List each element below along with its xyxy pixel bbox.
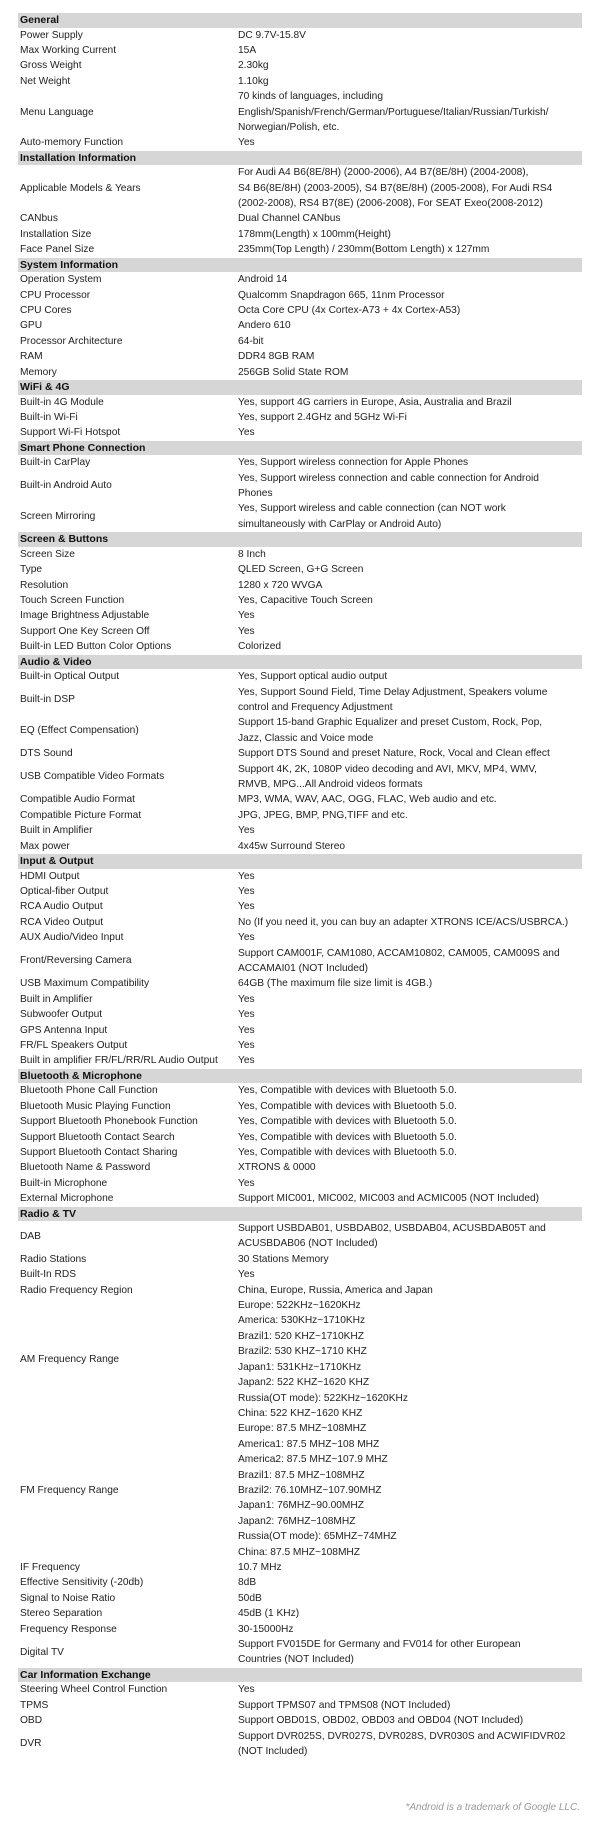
spec-value: Yes, Compatible with devices with Bluetooth 5.0.	[238, 1131, 457, 1143]
spec-value: China, Europe, Russia, America and Japan	[238, 1284, 433, 1296]
spec-row	[18, 762, 582, 793]
spec-value: Yes, Capacitive Touch Screen	[238, 595, 373, 606]
spec-row	[18, 669, 582, 684]
spec-row	[18, 501, 582, 532]
spec-row	[18, 578, 582, 593]
spec-row	[18, 1713, 582, 1728]
spec-row	[18, 823, 582, 838]
spec-value: JPG, JPEG, BMP, PNG,TIFF and etc.	[238, 809, 408, 821]
spec-row	[18, 624, 582, 639]
spec-value: 50dB	[238, 1592, 262, 1604]
spec-row	[18, 288, 582, 303]
spec-value: 4x45w Surround Stereo	[238, 840, 346, 852]
spec-label: CPU Processor	[20, 289, 91, 301]
spec-label: Steering Wheel Control Function	[20, 1684, 168, 1696]
spec-label: FM Frequency Range	[20, 1484, 119, 1496]
spec-label: Stereo Separation	[20, 1608, 103, 1620]
spec-label: Screen Mirroring	[20, 511, 96, 523]
spec-row	[18, 58, 582, 73]
spec-row	[18, 272, 582, 287]
spec-row	[18, 471, 582, 502]
spec-label: HDMI Output	[20, 870, 80, 882]
spec-value: 178mm(Length) x 100mm(Height)	[238, 228, 391, 240]
spec-value: 8 Inch	[238, 548, 266, 560]
spec-label: Effective Sensitivity (-20db)	[20, 1577, 144, 1589]
spec-label: TPMS	[20, 1699, 49, 1711]
spec-row	[18, 593, 582, 608]
spec-value: 70 kinds of languages, including English/Spanish/French/German/Portuguese/Italian/Russian/Turkish/ Norwegian/Polish, etc.	[238, 91, 549, 133]
spec-value: 256GB Solid State ROM	[238, 366, 349, 378]
spec-label: Front/Reversing Camera	[20, 955, 132, 967]
spec-value: Yes	[238, 885, 255, 897]
spec-value: Yes, Compatible with devices with Bluetooth 5.0.	[238, 1116, 457, 1128]
spec-label: Frequency Response	[20, 1623, 117, 1635]
spec-label: Operation System	[20, 274, 102, 286]
spec-label: Built-in Android Auto	[20, 480, 112, 492]
spec-row	[18, 1729, 582, 1760]
spec-label: Processor Architecture	[20, 335, 123, 347]
spec-value: 1.10kg	[238, 75, 269, 87]
spec-value: Octa Core CPU (4x Cortex-A73 + 4x Cortex-A53)	[238, 305, 461, 316]
spec-value: Andero 610	[238, 320, 291, 332]
spec-value: 30-15000Hz	[238, 1623, 294, 1635]
spec-value: Europe: 87.5 MHZ~108MHZ America1: 87.5 MHZ~108 MHZ America2: 87.5 MHZ~107.9 MHZ Brazil1: 87.5 MHZ~108MHZ Brazil2: 76.10MHZ~107.90MHZ Japan1: 76MHZ~90.00MHZ Japan2: 76MHZ~108MHZ Russia(OT mode): 65MHZ~74MHZ China: 87.5 MHZ~108MHZ	[238, 1423, 397, 1558]
spec-label: EQ (Effect Compensation)	[20, 725, 139, 737]
spec-label: Memory	[20, 366, 57, 378]
spec-value: Support CAM001F, CAM1080, ACCAM10802, CAM005, CAM009S and ACCAMAI01 (NOT Included)	[238, 947, 560, 974]
spec-label: RCA Video Output	[20, 916, 104, 928]
spec-value: 8dB	[238, 1577, 257, 1589]
spec-label: Radio Stations	[20, 1253, 87, 1265]
spec-label: USB Maximum Compatibility	[20, 978, 150, 990]
spec-label: Built-in 4G Module	[20, 396, 104, 408]
spec-value: Yes	[238, 1039, 255, 1051]
section-header: WiFi & 4G	[18, 380, 582, 395]
spec-row	[18, 1298, 582, 1421]
spec-row	[18, 792, 582, 807]
spec-value: Yes	[238, 1269, 255, 1281]
spec-label: Support Bluetooth Contact Search	[20, 1131, 175, 1143]
spec-row	[18, 1252, 582, 1267]
spec-label: Installation Size	[20, 228, 92, 240]
spec-label: External Microphone	[20, 1193, 114, 1205]
section-header: Car Information Exchange	[18, 1668, 582, 1683]
spec-row	[18, 410, 582, 425]
spec-row	[18, 639, 582, 654]
spec-value: Yes	[238, 993, 255, 1005]
spec-value: Support TPMS07 and TPMS08 (NOT Included)	[238, 1699, 451, 1711]
spec-row	[18, 1038, 582, 1053]
spec-value: Yes	[238, 1684, 255, 1696]
spec-row	[18, 1221, 582, 1252]
spec-label: Radio Frequency Region	[20, 1284, 133, 1296]
section-header: General	[18, 13, 582, 28]
spec-row	[18, 746, 582, 761]
spec-label: Signal to Noise Ratio	[20, 1592, 116, 1604]
spec-table	[18, 13, 582, 1759]
spec-value: Yes	[238, 1009, 255, 1021]
spec-label: FR/FL Speakers Output	[20, 1039, 128, 1051]
spec-label: Built-In RDS	[20, 1269, 77, 1281]
spec-label: Optical-fiber Output	[20, 885, 109, 897]
spec-row	[18, 1145, 582, 1160]
spec-label: Type	[20, 564, 43, 576]
spec-label: Digital TV	[20, 1646, 64, 1658]
spec-label: Max power	[20, 840, 70, 852]
spec-value: QLED Screen, G+G Screen	[238, 564, 364, 576]
spec-label: Built-in LED Button Color Options	[20, 641, 172, 653]
section-header: Screen & Buttons	[18, 532, 582, 547]
spec-value: Support 4K, 2K, 1080P video decoding and AVI, MKV, MP4, WMV, RMVB, MPG...All Android videos formats	[238, 763, 538, 790]
spec-row	[18, 562, 582, 577]
spec-label: Built in Amplifier	[20, 993, 93, 1005]
spec-label: OBD	[20, 1715, 43, 1727]
spec-label: Compatible Picture Format	[20, 809, 142, 821]
trademark-footnote: *Android is a trademark of Google LLC.	[405, 1802, 580, 1813]
spec-value: Android 14	[238, 274, 288, 286]
spec-label: Bluetooth Name & Password	[20, 1162, 151, 1174]
spec-row	[18, 715, 582, 746]
spec-row	[18, 1083, 582, 1098]
spec-label: Built in amplifier FR/FL/RR/RL Audio Output	[20, 1055, 218, 1067]
spec-label: Applicable Models & Years	[20, 182, 141, 194]
spec-value: Yes, Compatible with devices with Bluetooth 5.0.	[238, 1085, 457, 1097]
spec-label: DTS Sound	[20, 748, 73, 760]
spec-row	[18, 884, 582, 899]
spec-value: Colorized	[238, 641, 282, 653]
spec-value: Yes	[238, 625, 255, 637]
spec-label: Built-in Wi-Fi	[20, 411, 78, 423]
spec-value: Support MIC001, MIC002, MIC003 and ACMIC005 (NOT Included)	[238, 1193, 540, 1205]
spec-row	[18, 1575, 582, 1590]
spec-value: Yes	[238, 1055, 255, 1067]
spec-row	[18, 395, 582, 410]
spec-label: Net Weight	[20, 75, 71, 87]
spec-row	[18, 74, 582, 89]
spec-row	[18, 1053, 582, 1068]
spec-row	[18, 165, 582, 211]
spec-value: Yes, Support optical audio output	[238, 671, 388, 683]
spec-value: Yes	[238, 1024, 255, 1036]
spec-row	[18, 685, 582, 716]
spec-label: Built-in Microphone	[20, 1177, 108, 1189]
spec-row	[18, 334, 582, 349]
spec-value: Yes, support 2.4GHz and 5GHz Wi-Fi	[238, 411, 407, 423]
spec-value: DC 9.7V-15.8V	[238, 29, 306, 41]
spec-value: 2.30kg	[238, 60, 269, 72]
section-header: Installation Information	[18, 151, 582, 166]
spec-value: Dual Channel CANbus	[238, 213, 341, 225]
spec-value: 64GB (The maximum file size limit is 4GB.)	[238, 978, 433, 990]
spec-label: Built-in DSP	[20, 694, 75, 706]
spec-label: RAM	[20, 351, 43, 363]
spec-value: Support DVR025S, DVR027S, DVR028S, DVR030S and ACWIFIDVR02 (NOT Included)	[238, 1730, 566, 1757]
spec-value: Yes, support 4G carriers in Europe, Asia, Australia and Brazil	[238, 396, 512, 408]
section-header: Smart Phone Connection	[18, 441, 582, 456]
spec-value: Europe: 522KHz~1620KHz America: 530KHz~1710KHz Brazil1: 520 KHZ~1710KHZ Brazil2: 530 KHZ~1710 KHZ Japan1: 531KHz~1710KHz Japan2: 522 KHZ~1620 KHZ Russia(OT mode): 522KHz~1620KHz China: 522 KHZ~1620 KHZ	[238, 1300, 408, 1419]
spec-value: 64-bit	[238, 335, 264, 347]
spec-row	[18, 1191, 582, 1206]
spec-label: Built-in CarPlay	[20, 457, 91, 469]
spec-row	[18, 365, 582, 380]
spec-row	[18, 28, 582, 43]
spec-row	[18, 976, 582, 991]
spec-value: Yes	[238, 610, 255, 622]
spec-value: DDR4 8GB RAM	[238, 351, 315, 363]
spec-row	[18, 1637, 582, 1668]
spec-row	[18, 1606, 582, 1621]
section-header: Bluetooth & Microphone	[18, 1069, 582, 1084]
spec-row	[18, 1114, 582, 1129]
spec-value: Support USBDAB01, USBDAB02, USBDAB04, ACUSBDAB05T and ACUSBDAB06 (NOT Included)	[238, 1223, 546, 1250]
spec-row	[18, 89, 582, 135]
spec-label: Support Wi-Fi Hotspot	[20, 427, 121, 439]
spec-label: GPU	[20, 320, 43, 332]
spec-row	[18, 1283, 582, 1298]
spec-value: Yes	[238, 932, 255, 944]
spec-row	[18, 1421, 582, 1560]
spec-value: XTRONS & 0000	[238, 1162, 316, 1174]
section-header: System Information	[18, 258, 582, 273]
spec-row	[18, 349, 582, 364]
spec-label: Support Bluetooth Phonebook Function	[20, 1116, 198, 1128]
spec-value: 1280 x 720 WVGA	[238, 579, 323, 591]
spec-row	[18, 1099, 582, 1114]
spec-row	[18, 899, 582, 914]
spec-label: CPU Cores	[20, 305, 72, 316]
spec-row	[18, 242, 582, 257]
spec-value: Yes, Compatible with devices with Bluetooth 5.0.	[238, 1146, 457, 1158]
spec-value: Support 15-band Graphic Equalizer and preset Custom, Rock, Pop, Jazz, Classic and Voice mode	[238, 717, 543, 744]
spec-label: Compatible Audio Format	[20, 794, 135, 806]
spec-row	[18, 1023, 582, 1038]
section-header: Radio & TV	[18, 1207, 582, 1222]
spec-value: Support FV015DE for Germany and FV014 for other European Countries (NOT Included)	[238, 1639, 521, 1666]
spec-label: Bluetooth Phone Call Function	[20, 1085, 158, 1097]
spec-label: Gross Weight	[20, 60, 82, 72]
spec-row	[18, 1176, 582, 1191]
spec-row	[18, 547, 582, 562]
spec-label: Support Bluetooth Contact Sharing	[20, 1146, 178, 1158]
spec-label: Image Brightness Adjustable	[20, 610, 150, 622]
spec-label: RCA Audio Output	[20, 901, 103, 913]
spec-value: Yes	[238, 825, 255, 837]
spec-value: Yes, Support wireless and cable connection (can NOT work simultaneously with CarPlay or Android Auto)	[238, 503, 506, 530]
spec-value: Yes, Support wireless connection for Apple Phones	[238, 457, 469, 469]
spec-label: AUX Audio/Video Input	[20, 932, 124, 944]
spec-row	[18, 1698, 582, 1713]
spec-row	[18, 839, 582, 854]
spec-row	[18, 1130, 582, 1145]
spec-row	[18, 43, 582, 58]
spec-row	[18, 1560, 582, 1575]
spec-row	[18, 211, 582, 226]
spec-value: Yes, Support wireless connection and cable connection for Android Phones	[238, 472, 539, 500]
spec-value: 30 Stations Memory	[238, 1253, 329, 1265]
spec-label: Subwoofer Output	[20, 1009, 103, 1021]
spec-label: DVR	[20, 1738, 42, 1750]
section-header: Input & Output	[18, 854, 582, 869]
spec-value: MP3, WMA, WAV, AAC, OGG, FLAC, Web audio and etc.	[238, 794, 497, 806]
spec-value: No (If you need it, you can buy an adapter XTRONS ICE/ACS/USBRCA.)	[238, 916, 569, 928]
spec-row	[18, 992, 582, 1007]
spec-label: Auto-memory Function	[20, 137, 124, 149]
spec-row	[18, 455, 582, 470]
spec-label: Built in Amplifier	[20, 825, 93, 837]
spec-label: AM Frequency Range	[20, 1353, 120, 1365]
spec-row	[18, 915, 582, 930]
spec-label: Bluetooth Music Playing Function	[20, 1100, 171, 1112]
spec-row	[18, 303, 582, 318]
spec-row	[18, 1591, 582, 1606]
section-header: Audio & Video	[18, 655, 582, 670]
spec-label: CANbus	[20, 213, 58, 225]
spec-value: Support OBD01S, OBD02, OBD03 and OBD04 (NOT Included)	[238, 1715, 524, 1727]
spec-value: 235mm(Top Length) / 230mm(Bottom Length) x 127mm	[238, 244, 490, 256]
spec-row	[18, 318, 582, 333]
spec-label: Max Working Current	[20, 44, 117, 56]
spec-value: 15A	[238, 44, 257, 56]
spec-value: Yes	[238, 427, 255, 439]
spec-row	[18, 135, 582, 150]
spec-row	[18, 1682, 582, 1697]
spec-value: Qualcomm Snapdragon 665, 11nm Processor	[238, 289, 445, 301]
spec-value: Yes	[238, 901, 255, 913]
spec-value: Yes, Compatible with devices with Bluetooth 5.0.	[238, 1100, 457, 1112]
spec-value: Yes	[238, 137, 255, 149]
spec-row	[18, 1267, 582, 1282]
spec-label: USB Compatible Video Formats	[20, 771, 165, 783]
spec-label: Touch Screen Function	[20, 595, 125, 606]
spec-row	[18, 808, 582, 823]
spec-row	[18, 1160, 582, 1175]
spec-row	[18, 425, 582, 440]
spec-value: Yes	[238, 870, 255, 882]
spec-row	[18, 869, 582, 884]
spec-label: Support One Key Screen Off	[20, 625, 150, 637]
spec-label: Menu Language	[20, 106, 94, 118]
spec-row	[18, 930, 582, 945]
spec-value: 45dB (1 KHz)	[238, 1608, 300, 1620]
spec-label: Power Supply	[20, 29, 83, 41]
spec-label: Face Panel Size	[20, 244, 95, 256]
spec-row	[18, 946, 582, 977]
spec-label: GPS Antenna Input	[20, 1024, 108, 1036]
spec-label: DAB	[20, 1230, 41, 1242]
spec-value: Yes	[238, 1177, 255, 1189]
spec-label: Screen Size	[20, 548, 75, 560]
spec-value: 10.7 MHz	[238, 1561, 282, 1573]
spec-row	[18, 227, 582, 242]
spec-label: Resolution	[20, 579, 69, 591]
spec-value: Yes, Support Sound Field, Time Delay Adjustment, Speakers volume control and Frequency Adjustment	[238, 686, 548, 713]
spec-row	[18, 1622, 582, 1637]
spec-row	[18, 608, 582, 623]
spec-label: Built-in Optical Output	[20, 671, 120, 683]
spec-row	[18, 1007, 582, 1022]
spec-label: IF Frequency	[20, 1561, 81, 1573]
spec-value: For Audi A4 B6(8E/8H) (2000-2006), A4 B7(8E/8H) (2004-2008), S4 B6(8E/8H) (2003-2005), S4 B7(8E/8H) (2005-2008), For Audi RS4 (2002-2008), RS4 B7(8E) (2006-2008), For SEAT Exeo(2008-2012)	[238, 167, 553, 210]
spec-value: Support DTS Sound and preset Nature, Rock, Vocal and Clean effect	[238, 748, 550, 760]
